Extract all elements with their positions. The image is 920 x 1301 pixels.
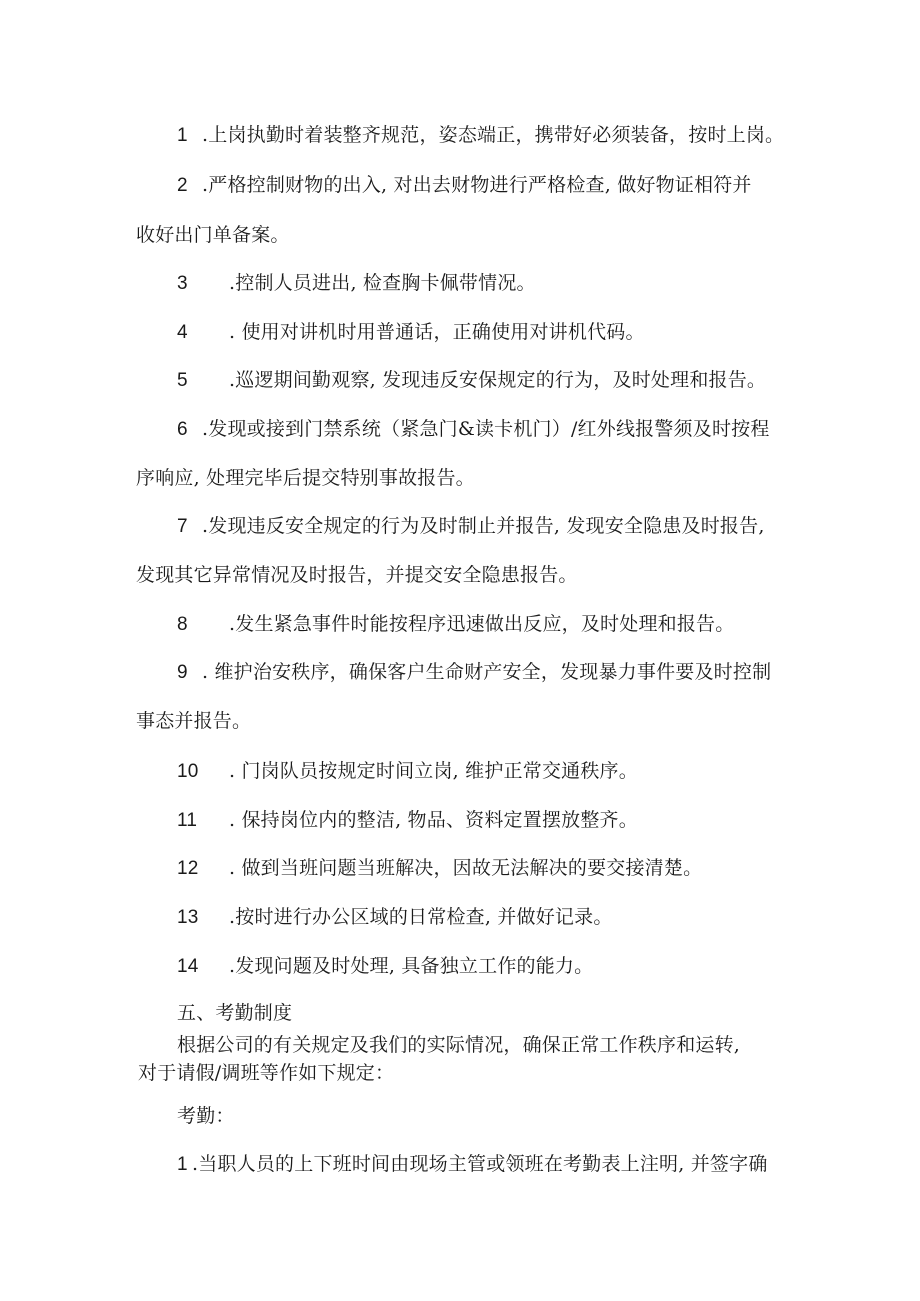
list-item	[177, 759, 638, 784]
item-continuation: 事态并报告。	[136, 710, 252, 732]
list-item	[177, 1152, 768, 1177]
item-number: 1	[177, 1154, 188, 1175]
list-item	[177, 173, 752, 198]
item-number: 12	[177, 858, 199, 879]
item-text: .发现或接到门禁系统（紧急门&读卡机门）/红外线报警须及时按程	[202, 418, 770, 440]
item-text: . 维护治安秩序，确保客户生命财产安全，发现暴力事件要及时控制	[202, 661, 772, 683]
item-number: 1	[177, 125, 188, 146]
item-text: .发生紧急事件时能按程序迅速做出反应，及时处理和报告。	[229, 613, 735, 635]
item-number: 13	[177, 907, 199, 928]
item-text: .发现违反安全规定的行为及时制止并报告, 发现安全隐患及时报告,	[202, 515, 765, 537]
list-item	[177, 856, 702, 881]
item-continuation: 发现其它异常情况及时报告，并提交安全隐患报告。	[136, 564, 578, 586]
section-paragraph-line: 对于请假/调班等作如下规定：	[138, 1062, 395, 1084]
item-text: .巡逻期间勤观察, 发现违反安保规定的行为，及时处理和报告。	[229, 369, 767, 391]
item-continuation: 序响应, 处理完毕后提交特别事故报告。	[136, 467, 475, 489]
list-item	[177, 271, 536, 296]
item-number: 8	[177, 614, 188, 635]
item-number: 11	[177, 810, 198, 831]
list-item	[177, 123, 784, 148]
item-text: .按时进行办公区域的日常检查, 并做好记录。	[229, 906, 613, 928]
item-number: 9	[177, 662, 188, 683]
list-item	[177, 660, 771, 685]
item-text: . 保持岗位内的整洁, 物品、资料定置摆放整齐。	[229, 809, 638, 831]
section-paragraph-line: 根据公司的有关规定及我们的实际情况，确保正常工作秩序和运转,	[177, 1034, 741, 1056]
list-item	[177, 368, 766, 393]
list-item	[177, 954, 593, 979]
list-item	[177, 808, 638, 833]
item-text: .当职人员的上下班时间由现场主管或领班在考勤表上注明, 并签字确	[192, 1153, 768, 1175]
item-number: 14	[177, 956, 199, 977]
item-continuation: 收好出门单备案。	[136, 224, 290, 246]
list-item	[177, 417, 770, 442]
item-text: .控制人员进出, 检查胸卡佩带情况。	[229, 272, 536, 294]
sub-heading: 考勤：	[177, 1105, 235, 1127]
list-item	[177, 514, 765, 539]
item-text: . 做到当班问题当班解决，因故无法解决的要交接清楚。	[229, 857, 703, 879]
item-number: 4	[177, 322, 188, 343]
item-number: 6	[177, 419, 188, 440]
section-heading: 五、考勤制度	[177, 1002, 293, 1024]
item-number: 5	[177, 370, 188, 391]
list-item	[177, 905, 613, 930]
item-number: 10	[177, 761, 199, 782]
item-text: .发现问题及时处理, 具备独立工作的能力。	[229, 955, 594, 977]
item-text: .严格控制财物的出入, 对出去财物进行严格检查, 做好物证相符并	[202, 174, 752, 196]
item-text: . 门岗队员按规定时间立岗, 维护正常交通秩序。	[229, 760, 638, 782]
item-text: .上岗执勤时着装整齐规范，姿态端正，携带好必须装备，按时上岗。	[202, 124, 785, 146]
list-item	[177, 612, 734, 637]
item-number: 2	[177, 175, 188, 196]
list-item	[177, 320, 645, 345]
item-number: 3	[177, 273, 188, 294]
item-number: 7	[177, 516, 188, 537]
item-text: . 使用对讲机时用普通话，正确使用对讲机代码。	[229, 321, 645, 343]
